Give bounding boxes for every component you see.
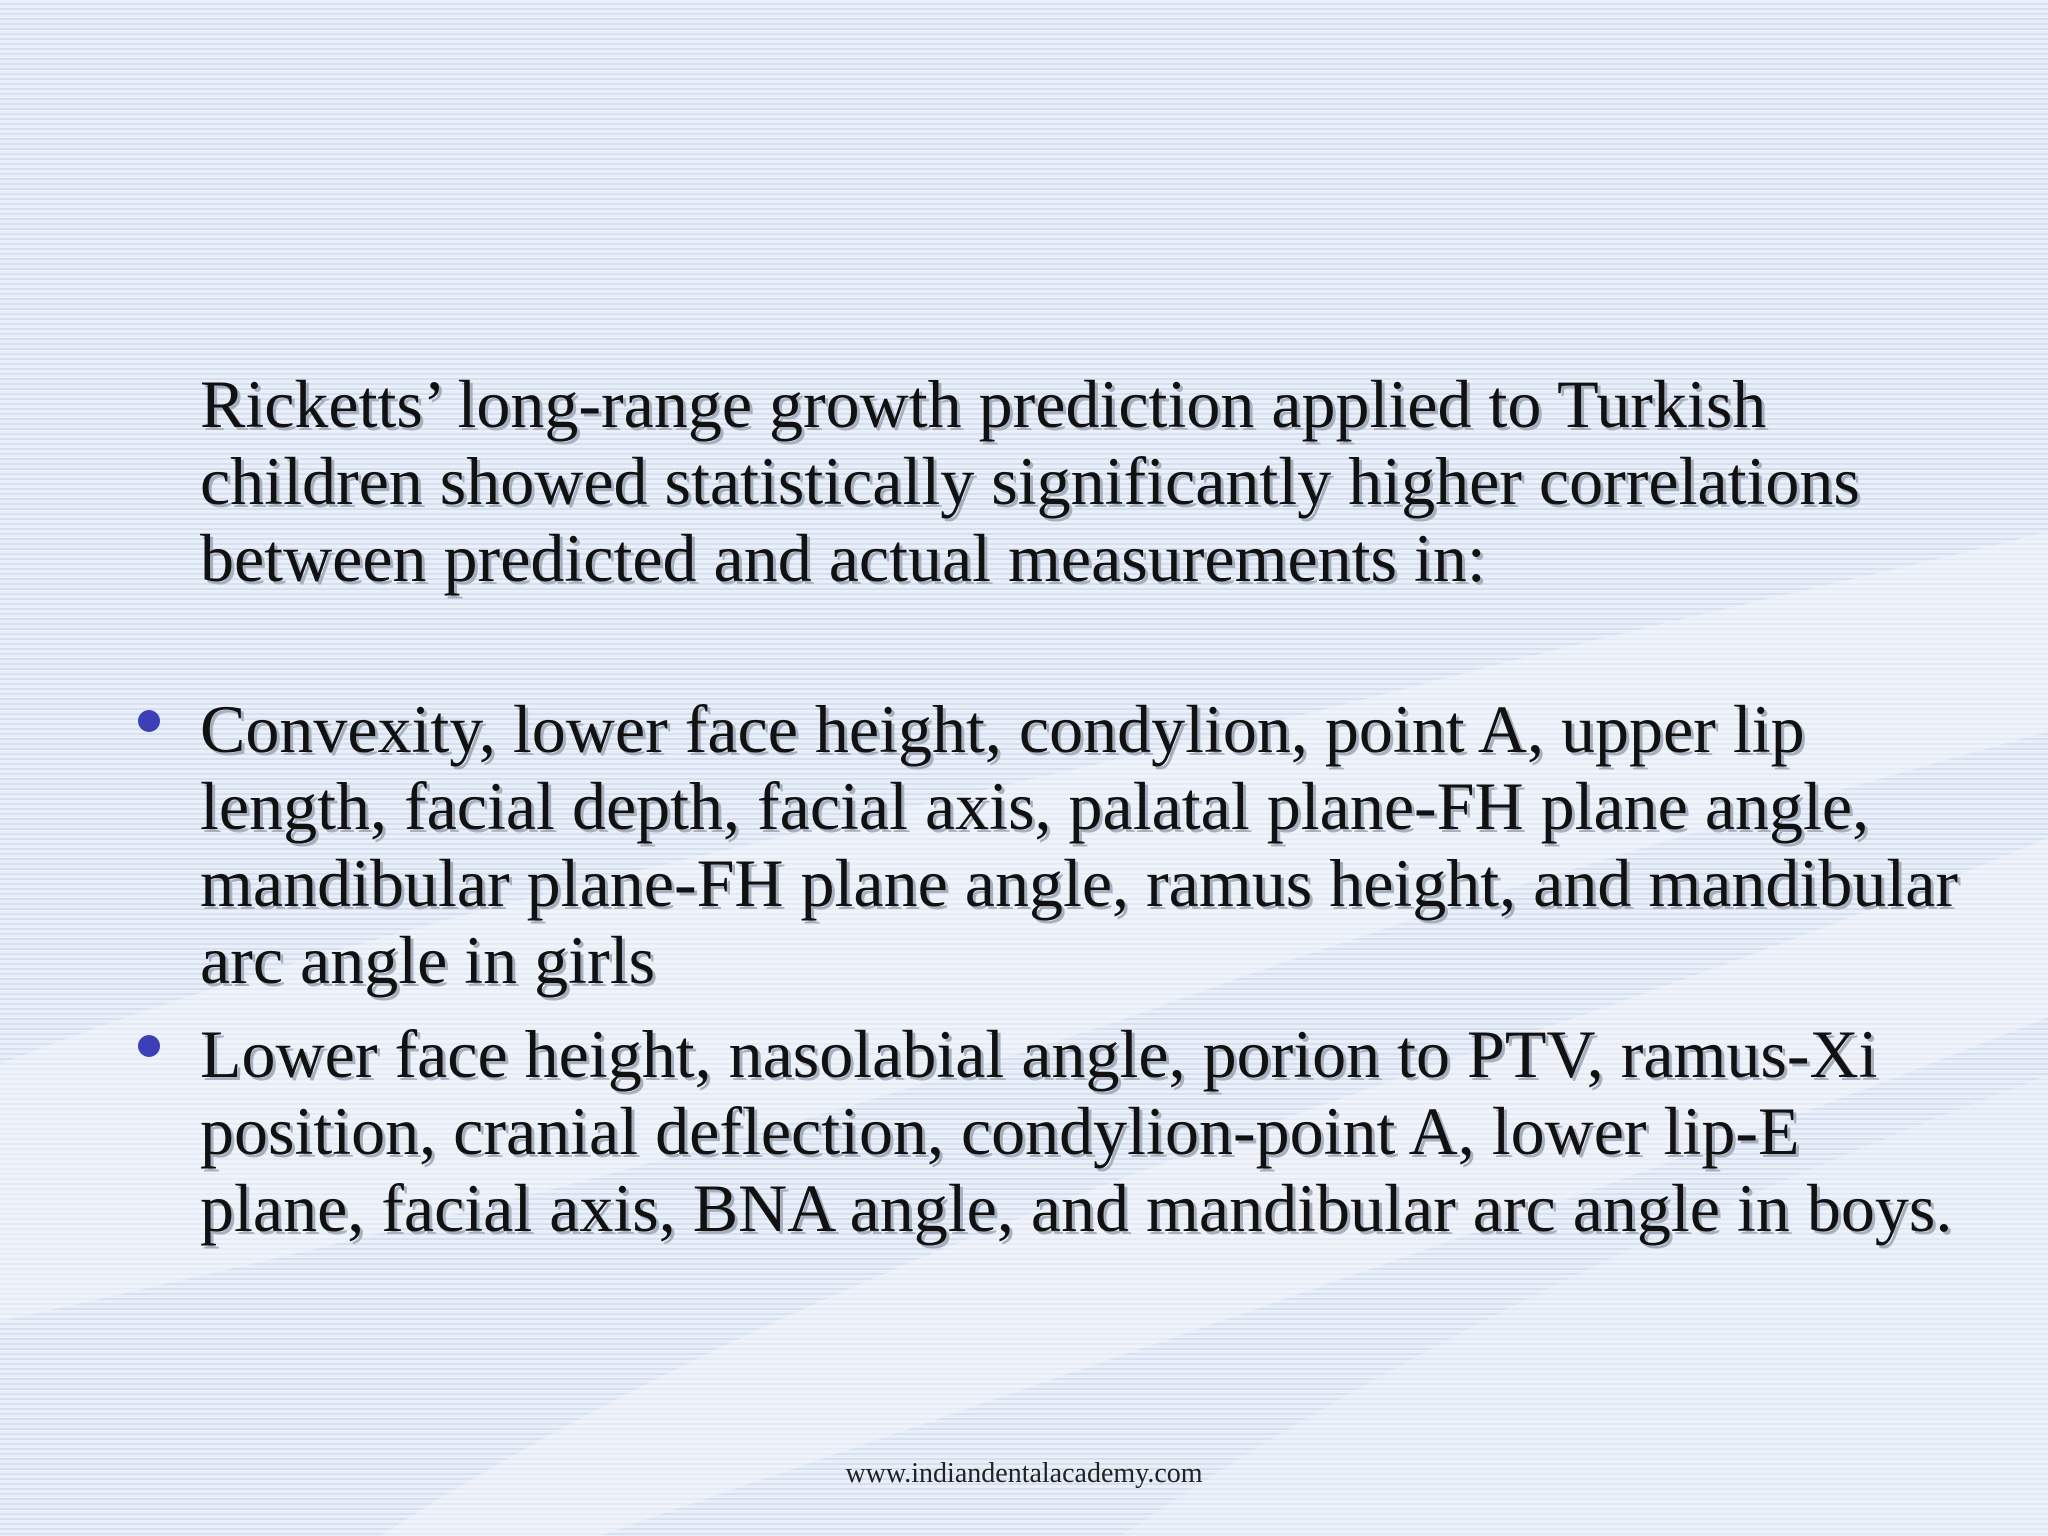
bullet-item-boys: Lower face height, nasolabial angle, porion to PTV, ramus-Xi position, cranial deflection, condylion-point A, lower lip-E plane, facial axis, BNA angle, and mandibular arc angle in boys. — [200, 1016, 1953, 1246]
bullet-dot-icon — [138, 1035, 160, 1057]
bullet-dot-icon — [138, 710, 160, 732]
intro-paragraph: Ricketts’ long-range growth prediction applied to Turkish children showed statistically significantly higher correlations between predicted and actual measurements in: — [200, 366, 1860, 596]
footer-website: www.indiandentalacademy.com — [845, 1458, 1203, 1489]
bullet-item-girls: Convexity, lower face height, condylion, point A, upper lip length, facial depth, facial axis, palatal plane-FH plane angle, mandibular plane-FH plane angle, ramus height, and mandibular arc angle in girls — [200, 691, 1959, 998]
